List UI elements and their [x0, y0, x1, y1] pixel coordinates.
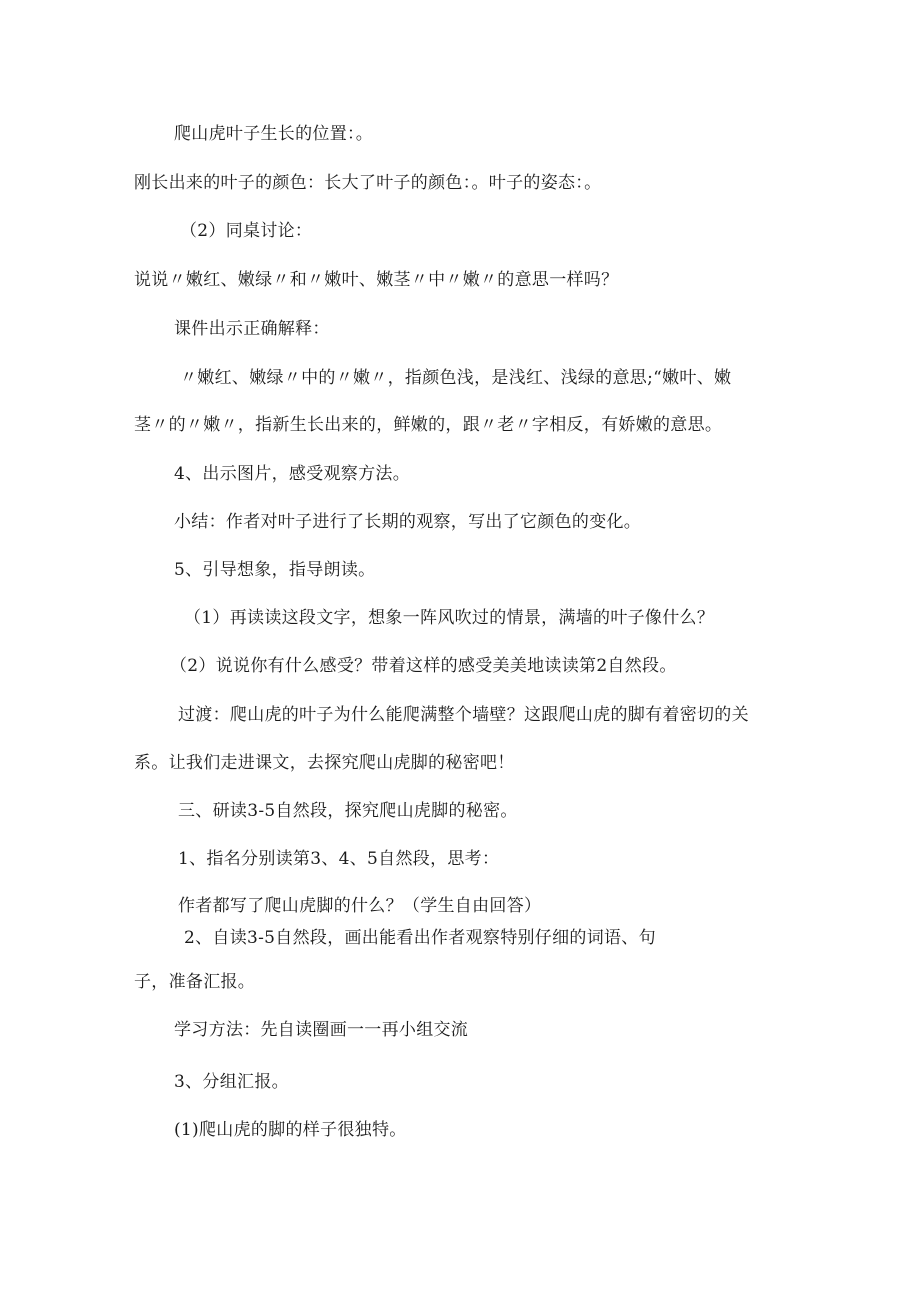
text-line-12: （2）说说你有什么感受？带着这样的感受美美地读读第2自然段。 [170, 656, 677, 676]
text-line-1: 爬山虎叶子生长的位置：。 [174, 124, 374, 144]
text-line-16: 1、指名分别读第3、4、5自然段，思考： [178, 849, 500, 869]
text-line-3: （2）同桌讨论： [180, 221, 313, 241]
text-line-18: 2、自读3-5自然段，画出能看出作者观察特别仔细的词语、句 [184, 928, 656, 948]
text-line-6: 〃嫩红、嫩绿〃中的〃嫩〃，指颜色浅，是浅红、浅绿的意思;“嫩叶、嫩 [180, 368, 732, 388]
text-line-15: 三、研读3-5自然段，探究爬山虎脚的秘密。 [178, 801, 518, 821]
text-line-20: 学习方法：先自读圈画一一再小组交流 [174, 1020, 469, 1040]
text-line-19: 子，准备汇报。 [134, 972, 256, 992]
text-line-10: 5、引导想象，指导朗读。 [174, 560, 376, 580]
text-line-17: 作者都写了爬山虎脚的什么？（学生自由回答） [178, 896, 542, 916]
text-line-7: 茎〃的〃嫩〃，指新生长出来的，鲜嫩的，跟〃老〃字相反，有娇嫩的意思。 [134, 415, 723, 435]
text-line-22: (1)爬山虎的脚的样子很独特。 [174, 1120, 407, 1140]
text-line-8: 4、出示图片，感受观察方法。 [174, 464, 411, 484]
text-line-5: 课件出示正确解释： [174, 319, 330, 339]
text-line-9: 小结：作者对叶子进行了长期的观察，写出了它颜色的变化。 [174, 512, 642, 532]
text-line-21: 3、分组汇报。 [174, 1072, 289, 1092]
text-line-14: 系。让我们走进课文，去探究爬山虎脚的秘密吧！ [134, 753, 515, 773]
text-line-4: 说说〃嫩红、嫩绿〃和〃嫩叶、嫩茎〃中〃嫩〃的意思一样吗？ [134, 270, 619, 290]
text-line-13: 过渡：爬山虎的叶子为什么能爬满整个墙壁？这跟爬山虎的脚有着密切的关 [178, 705, 749, 725]
text-line-11: （1）再读读这段文字，想象一阵风吹过的情景，满墙的叶子像什么？ [184, 608, 715, 628]
text-line-2: 刚长出来的叶子的颜色：长大了叶子的颜色：。叶子的姿态：。 [134, 173, 602, 193]
